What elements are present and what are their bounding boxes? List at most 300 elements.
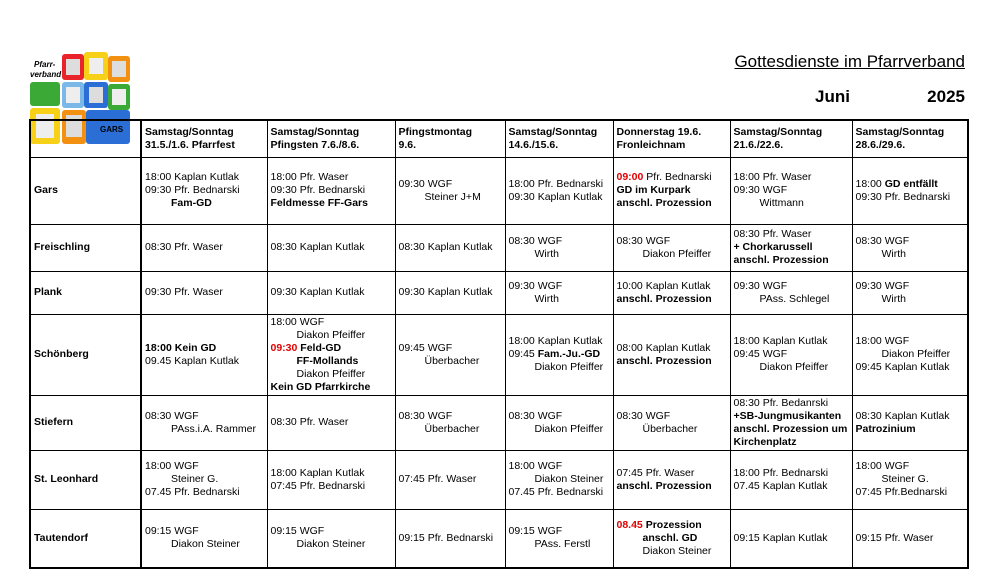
column-header-line: Donnerstag 19.6.: [616, 125, 702, 138]
schedule-line: [734, 480, 849, 493]
schedule-cell: [141, 224, 267, 271]
line-text: 08:30 Pfr. Waser: [270, 416, 349, 428]
schedule-line: [856, 235, 965, 248]
line-text: anschl. Prozession: [616, 479, 712, 492]
schedule-line: [145, 423, 264, 436]
schedule-line: [856, 532, 965, 545]
schedule-line: [617, 480, 727, 493]
line-text: 09:30 Pfr. Bednarski: [145, 184, 240, 196]
schedule-cell: [141, 509, 267, 568]
schedule-line: [399, 473, 502, 486]
column-header-line: Samstag/Sonntag: [145, 125, 234, 138]
schedule-cell: [730, 314, 852, 395]
parish-name: Plank: [30, 271, 141, 314]
schedule-line: [617, 423, 727, 436]
schedule-cell: [267, 224, 395, 271]
parish-name: Tautendorf: [30, 509, 141, 568]
line-text: FF-Mollands: [296, 354, 359, 367]
schedule-cell: [613, 224, 730, 271]
schedule-cell: [141, 395, 267, 450]
table-row: [30, 157, 968, 224]
parish-name: Gars: [30, 157, 141, 224]
schedule-cell: [852, 314, 968, 395]
schedule-line: [734, 436, 849, 449]
schedule-line: [509, 361, 610, 374]
page-title: Gottesdienste im Pfarrverband: [734, 52, 965, 71]
schedule-line: [145, 538, 264, 551]
schedule-line: [734, 423, 849, 436]
schedule-line: [617, 184, 727, 197]
schedule-cell: [267, 271, 395, 314]
schedule-line: [145, 525, 264, 538]
schedule-line: [509, 280, 610, 293]
schedule-line: [617, 410, 727, 423]
schedule-cell: [267, 395, 395, 450]
schedule-line: [856, 280, 965, 293]
schedule-cell: [141, 157, 267, 224]
schedule-line: [271, 525, 392, 538]
line-text: 09:15 Pfr. Bednarski: [398, 531, 494, 544]
line-text: 07.45 Kaplan Kutlak: [733, 479, 828, 492]
line-text: 07:45 Pfr.Bednarski: [855, 486, 948, 498]
schedule-line: [734, 410, 849, 423]
line-text: 09:30 WGF: [733, 279, 788, 292]
line-text: + Chorkarussell: [733, 241, 813, 253]
line-text: PAss.i.A. Rammer: [171, 422, 256, 435]
line-text: 08:30 Pfr. Waser: [733, 228, 812, 240]
line-text: Wirth: [881, 247, 906, 260]
line-text: Steiner G.: [881, 473, 929, 485]
schedule-line: [145, 460, 264, 473]
line-text: Diakon Steiner: [296, 538, 366, 551]
schedule-line: [271, 368, 392, 381]
line-text: 18:00 Kein GD: [145, 341, 217, 354]
line-text: 09:30 Kaplan Kutlak: [398, 286, 493, 298]
schedule-line: [734, 197, 849, 210]
schedule-line: [734, 397, 849, 410]
line-text: 07:45 Pfr. Waser: [616, 466, 695, 479]
schedule-line: [734, 184, 849, 197]
line-text: Patrozinium: [855, 422, 916, 435]
line-text: 08:00 Kaplan Kutlak: [616, 341, 711, 354]
schedule-line: [617, 545, 727, 558]
schedule-line: [271, 355, 392, 368]
line-text: 10:00 Kaplan Kutlak: [616, 279, 711, 292]
line-text: Diakon Pfeiffer: [642, 247, 712, 260]
line-text: 18:00: [855, 177, 885, 190]
schedule-line: [617, 248, 727, 261]
line-text: anschl. Prozession: [616, 197, 712, 209]
line-text: 09:15 Pfr. Waser: [855, 531, 934, 544]
schedule-cell: [852, 271, 968, 314]
schedule-line: [509, 335, 610, 348]
schedule-line: [509, 348, 610, 361]
schedule-line: [856, 178, 965, 191]
line-text: 08:30 WGF: [616, 409, 671, 422]
schedule-cell: [730, 271, 852, 314]
line-text: 18:00 Pfr. Bednarski: [733, 466, 829, 479]
schedule-line: [509, 538, 610, 551]
line-text: 08:30 WGF: [616, 234, 671, 247]
line-text: Kirchenplatz: [733, 435, 797, 448]
line-text-bold: Fam.-Ju.-GD: [537, 348, 601, 360]
schedule-line: [617, 519, 727, 532]
schedule-line: [509, 525, 610, 538]
column-header-line: 9.6.: [398, 138, 417, 151]
table-row: [30, 450, 968, 509]
line-text: 09:30 WGF: [398, 177, 453, 190]
schedule-line: [734, 293, 849, 306]
column-header-line: 14.6./15.6.: [508, 138, 559, 151]
table-row: [30, 314, 968, 395]
schedule-line: [145, 342, 264, 355]
line-text: Wirth: [881, 292, 906, 305]
schedule-line: [509, 191, 610, 204]
line-text: Diakon Pfeiffer: [296, 328, 366, 341]
schedule-line: [617, 171, 727, 184]
schedule-line: [734, 532, 849, 545]
schedule-line: [145, 355, 264, 368]
column-header-line: Samstag/Sonntag: [855, 125, 945, 138]
schedule-line: [271, 416, 392, 429]
line-text: Diakon Steiner: [534, 473, 604, 485]
schedule-line: [271, 241, 392, 254]
schedule-line: [856, 486, 965, 499]
line-text: Steiner J+M: [424, 190, 481, 203]
line-text: GD im Kurpark: [616, 184, 691, 196]
schedule-line: [271, 286, 392, 299]
schedule-cell: [852, 450, 968, 509]
schedule-cell: [395, 509, 505, 568]
line-text: 18:00 Kaplan Kutlak: [270, 466, 365, 479]
schedule-line: [856, 410, 965, 423]
line-text: Überbacher: [424, 422, 480, 435]
schedule-line: [617, 235, 727, 248]
line-text: 09:30 Kaplan Kutlak: [508, 190, 603, 203]
line-text: Wittmann: [759, 197, 804, 209]
month-label: Juni: [815, 87, 850, 106]
schedule-cell: [730, 395, 852, 450]
line-text: 09:30 Kaplan Kutlak: [270, 286, 365, 298]
schedule-cell: [395, 314, 505, 395]
schedule-line: [856, 335, 965, 348]
schedule-line: [617, 197, 727, 210]
schedule-line: [734, 241, 849, 254]
schedule-cell: [505, 509, 613, 568]
year-label: 2025: [927, 87, 965, 106]
schedule-line: [145, 184, 264, 197]
schedule-line: [617, 280, 727, 293]
schedule-cell: [613, 271, 730, 314]
line-text: 07:45 Pfr. Waser: [398, 473, 477, 485]
column-header-line: 21.6./22.6.: [733, 138, 784, 151]
schedule-cell: [613, 509, 730, 568]
line-text: Überbacher: [424, 354, 480, 367]
schedule-line: [734, 348, 849, 361]
column-header: [730, 120, 852, 157]
line-text: 09:30 WGF: [508, 279, 563, 292]
line-text: 18:00 Kaplan Kutlak: [508, 335, 603, 347]
schedule-line: [509, 423, 610, 436]
schedule-cell: [852, 157, 968, 224]
schedule-line: [399, 410, 502, 423]
schedule-line: [509, 486, 610, 499]
column-header-line: Fronleichnam: [616, 138, 686, 151]
schedule-line: [145, 410, 264, 423]
logo-text-pfarr: Pfarr-: [34, 60, 56, 69]
schedule-line: [145, 286, 264, 299]
column-header: [267, 120, 395, 157]
schedule-line: [399, 355, 502, 368]
line-text: 09:15 WGF: [508, 525, 563, 538]
schedule-cell: [141, 271, 267, 314]
line-text: 18:00 WGF: [508, 460, 563, 472]
line-text: 08:30 Pfr. Bedanrski: [733, 396, 829, 409]
line-text: PAss. Schlegel: [759, 292, 830, 305]
parish-name: Freischling: [30, 224, 141, 271]
line-text: anschl. Prozession um: [733, 422, 848, 435]
schedule-line: [271, 342, 392, 355]
schedule-line: [617, 532, 727, 545]
table-row: [30, 224, 968, 271]
schedule-line: [856, 473, 965, 486]
line-text: 09:30 WGF: [855, 279, 910, 292]
schedule-cell: [395, 224, 505, 271]
line-text: Pfr. Bednarski: [643, 171, 712, 183]
schedule-cell: [505, 450, 613, 509]
schedule-line: [399, 191, 502, 204]
line-text: 18:00 Pfr. Waser: [733, 171, 812, 183]
schedule-line: [856, 191, 965, 204]
line-text: 09:15 WGF: [270, 525, 325, 538]
line-text: 07.45 Pfr. Bednarski: [508, 486, 604, 498]
line-text: 08:30 Kaplan Kutlak: [855, 409, 950, 422]
column-header-line: Samstag/Sonntag: [733, 125, 823, 138]
schedule-cell: [267, 314, 395, 395]
schedule-cell: [505, 395, 613, 450]
schedule-cell: [395, 271, 505, 314]
schedule-line: [734, 228, 849, 241]
schedule-line: [145, 486, 264, 499]
line-text: anschl. Prozession: [733, 254, 829, 266]
schedule-line: [856, 423, 965, 436]
schedule-cell: [395, 395, 505, 450]
schedule-line: [509, 235, 610, 248]
schedule-line: [856, 293, 965, 306]
column-header-line: Samstag/Sonntag: [508, 125, 598, 138]
highlighted-time: 08.45: [616, 518, 643, 531]
line-text: 18:00 Kaplan Kutlak: [733, 335, 828, 347]
schedule-line: [509, 410, 610, 423]
line-text: 09:30 WGF: [733, 184, 788, 196]
schedule-cell: [613, 395, 730, 450]
line-text: Wirth: [534, 292, 559, 305]
schedule-line: [617, 293, 727, 306]
column-header: [141, 120, 267, 157]
schedule-line: [734, 467, 849, 480]
table-row: [30, 509, 968, 568]
line-text: 18:00 WGF: [145, 460, 199, 472]
schedule-cell: [141, 450, 267, 509]
column-header: [852, 120, 968, 157]
line-text: Steiner G.: [171, 473, 219, 485]
line-text: 09:15 Kaplan Kutlak: [733, 531, 828, 544]
schedule-line: [145, 171, 264, 184]
line-text: 08:30 Kaplan Kutlak: [270, 241, 365, 253]
line-text: 09:30 Pfr. Bednarski: [270, 184, 366, 196]
schedule-line: [734, 254, 849, 267]
column-header-line: Samstag/Sonntag: [270, 125, 360, 138]
schedule-cell: [613, 157, 730, 224]
schedule-cell: [505, 314, 613, 395]
line-text: Diakon Pfeiffer: [759, 361, 829, 373]
line-text: 07.45 Pfr. Bednarski: [145, 486, 240, 498]
schedule-line: [856, 361, 965, 374]
schedule-cell: [730, 509, 852, 568]
schedule-line: [856, 348, 965, 361]
schedule-line: [271, 316, 392, 329]
schedule-line: [617, 342, 727, 355]
line-text: Diakon Pfeiffer: [296, 367, 366, 380]
line-text-bold: Prozession: [642, 518, 702, 531]
schedule-line: [856, 460, 965, 473]
schedule-line: [399, 241, 502, 254]
highlighted-time: 09:30: [270, 341, 298, 354]
line-text: 18:00 Kaplan Kutlak: [145, 171, 239, 183]
schedule-cell: [852, 224, 968, 271]
schedule-cell: [505, 271, 613, 314]
line-text: Diakon Pfeiffer: [881, 348, 951, 360]
line-text: 08:30 WGF: [398, 409, 453, 422]
highlighted-time: 09:00: [616, 171, 644, 183]
schedule-line: [145, 241, 264, 254]
line-text: 08:30 WGF: [855, 234, 910, 247]
schedule-line: [399, 342, 502, 355]
line-text: Wirth: [534, 247, 559, 260]
line-text: 09:45 WGF: [398, 341, 453, 354]
corner-cell: [30, 120, 141, 157]
parish-name: St. Leonhard: [30, 450, 141, 509]
line-text: +SB-Jungmusikanten: [733, 409, 842, 422]
schedule-line: [734, 280, 849, 293]
schedule-cell: [267, 450, 395, 509]
schedule-line: [271, 329, 392, 342]
schedule-line: [145, 473, 264, 486]
schedule-line: [271, 381, 392, 394]
schedule-cell: [267, 509, 395, 568]
schedule-cell: [730, 157, 852, 224]
schedule-line: [399, 532, 502, 545]
line-text: 08:30 Kaplan Kutlak: [398, 241, 493, 253]
line-text: Diakon Pfeiffer: [534, 422, 604, 435]
line-text: 09:30 Pfr. Bednarski: [855, 190, 951, 203]
puzzle-piece-green: [30, 82, 60, 106]
column-header-line: Pfingstmontag: [398, 125, 472, 138]
schedule-line: [271, 171, 392, 184]
schedule-line: [399, 286, 502, 299]
line-text: 08:30 WGF: [508, 409, 563, 422]
line-text: 09:45 Kaplan Kutlak: [855, 361, 950, 373]
line-text: Diakon Steiner: [171, 538, 240, 551]
line-text: 18:00 WGF: [855, 460, 910, 472]
schedule-cell: [613, 450, 730, 509]
line-text: 18:00 WGF: [270, 315, 325, 328]
parish-name: Stiefern: [30, 395, 141, 450]
line-text: 09.45 Kaplan Kutlak: [145, 354, 239, 367]
line-text: Feldmesse FF-Gars: [270, 197, 368, 209]
column-header: [613, 120, 730, 157]
schedule-line: [399, 178, 502, 191]
schedule-cell: [505, 224, 613, 271]
schedule-cell: [267, 157, 395, 224]
column-header: [395, 120, 505, 157]
schedule-line: [509, 248, 610, 261]
line-text: 08:30 WGF: [145, 409, 199, 422]
schedule-line: [145, 197, 264, 210]
line-text-bold: GD entfällt: [884, 177, 938, 190]
parish-name: Schönberg: [30, 314, 141, 395]
schedule-cell: [852, 395, 968, 450]
line-text: PAss. Ferstl: [534, 538, 591, 551]
schedule-cell: [613, 314, 730, 395]
schedule-cell: [730, 224, 852, 271]
line-text: 09:15 WGF: [145, 525, 199, 538]
column-header-line: 31.5./1.6. Pfarrfest: [145, 138, 235, 151]
logo-text-verband: verband: [30, 70, 62, 79]
schedule-line: [509, 293, 610, 306]
schedule-cell: [505, 157, 613, 224]
line-text-bold: Feld-GD: [297, 341, 342, 354]
schedule-line: [734, 171, 849, 184]
column-header: [505, 120, 613, 157]
schedule-cell: [852, 509, 968, 568]
schedule-cell: [730, 450, 852, 509]
schedule-cell: [141, 314, 267, 395]
header-row: [30, 120, 968, 157]
column-header-line: 28.6./29.6.: [855, 138, 906, 151]
schedule-line: [617, 355, 727, 368]
schedule-line: [271, 538, 392, 551]
line-text: anschl. Prozession: [616, 354, 712, 367]
schedule-line: [271, 467, 392, 480]
logo-text-gars: GARS: [100, 125, 124, 134]
schedule-cell: [395, 157, 505, 224]
line-text: Diakon Pfeiffer: [534, 361, 604, 373]
schedule-line: [271, 197, 392, 210]
schedule-line: [509, 460, 610, 473]
schedule-line: [271, 480, 392, 493]
table-row: [30, 271, 968, 314]
schedule-table: [29, 119, 969, 569]
line-text: 08:30 WGF: [508, 234, 563, 247]
line-text: Überbacher: [642, 422, 698, 435]
line-text: 08:30 Pfr. Waser: [145, 241, 223, 253]
schedule-line: [271, 184, 392, 197]
schedule-cell: [395, 450, 505, 509]
line-text: Fam-GD: [171, 197, 212, 209]
line-text: 18:00 WGF: [855, 335, 910, 347]
line-text: 07:45 Pfr. Bednarski: [270, 479, 366, 492]
line-text: 09:45 WGF: [733, 348, 788, 360]
schedule-line: [617, 467, 727, 480]
line-text: 18:00 Pfr. Waser: [270, 171, 349, 183]
schedule-line: [509, 473, 610, 486]
line-text: anschl. GD: [642, 531, 698, 544]
schedule-line: [399, 423, 502, 436]
schedule-line: [734, 335, 849, 348]
line-text: 18:00 Pfr. Bednarski: [508, 177, 604, 190]
line-text: anschl. Prozession: [616, 292, 712, 305]
